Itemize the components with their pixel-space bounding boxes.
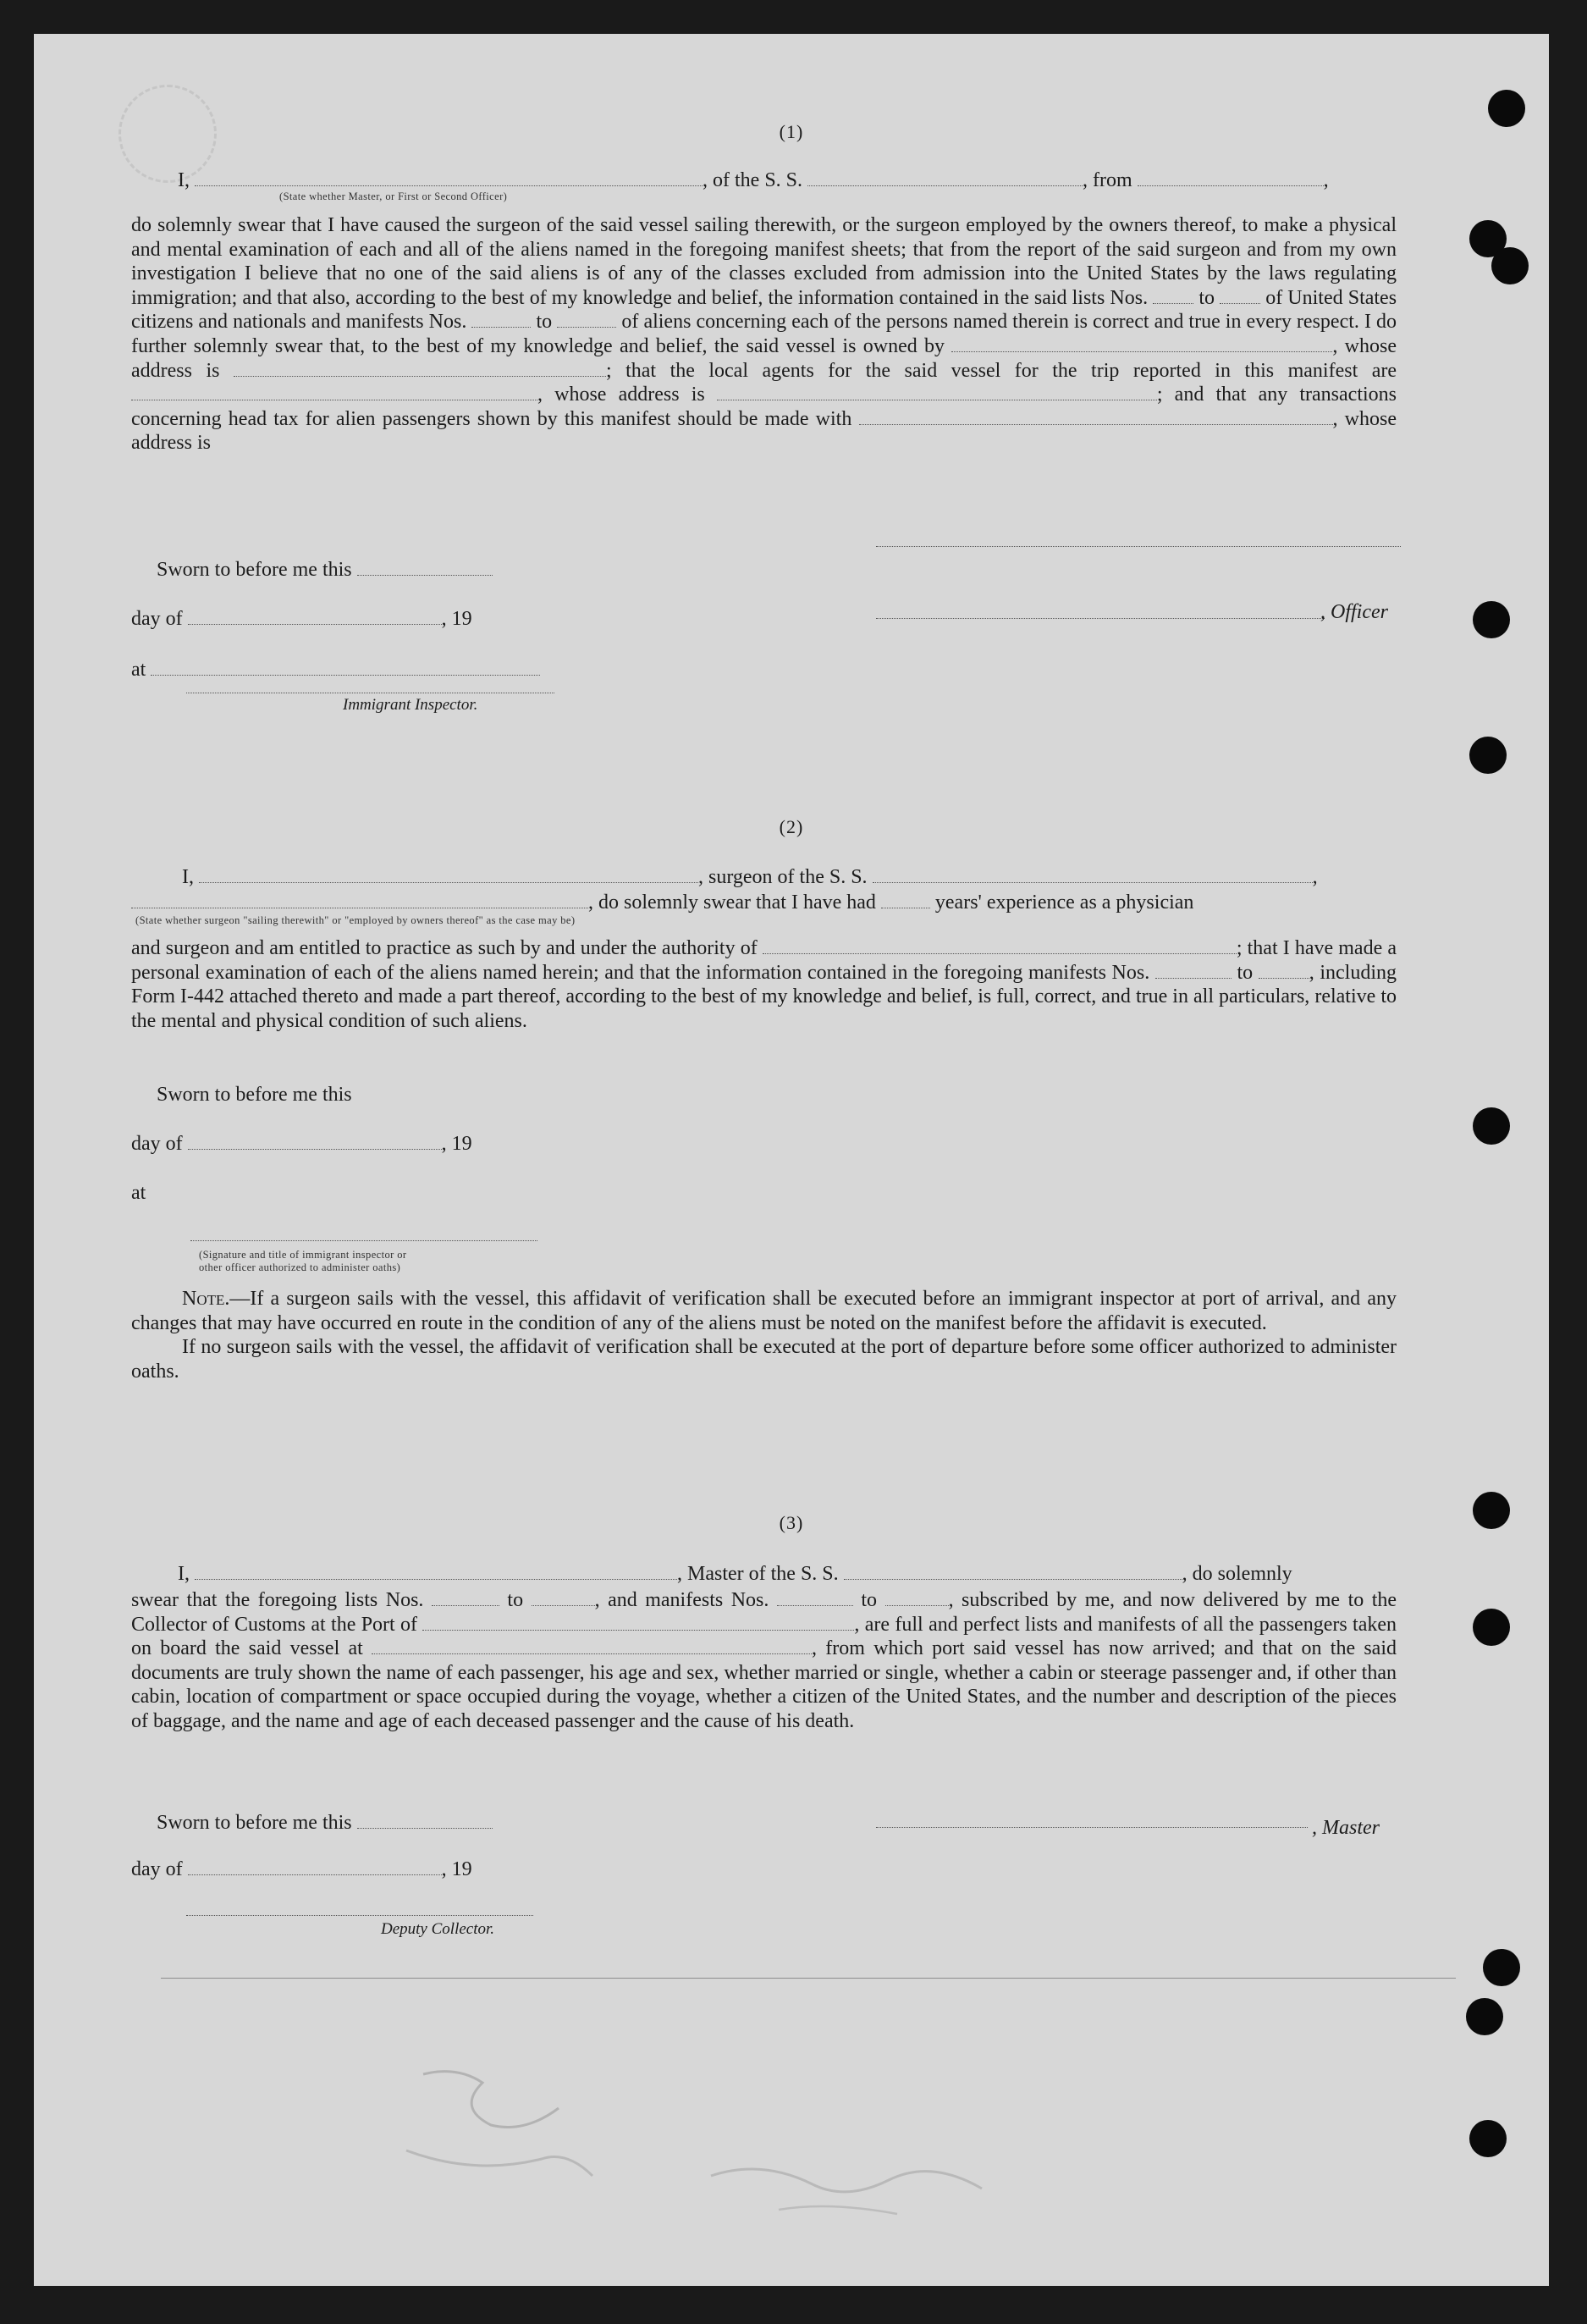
day-of-text: day of <box>131 1858 183 1880</box>
lists-to-blank <box>1220 288 1260 304</box>
swear-text: , do solemnly swear that I have had <box>588 892 876 914</box>
officer-title-caption: (State whether Master, or First or Second Officer) <box>279 190 508 202</box>
day-of-line-3 <box>131 1858 472 1881</box>
sworn-text: Sworn to before me this <box>157 1812 352 1834</box>
oath-text: ; that I have made a personal examination of each of the aliens named herein; and that the information contained in the foregoing manifests Nos. <box>131 937 1397 984</box>
surgeon-name-blank <box>199 867 698 883</box>
master-text: , Master of the S. S. <box>677 1563 839 1585</box>
manifest-back-page <box>34 34 1549 2286</box>
punch-hole <box>1483 1949 1520 1986</box>
agents-address-blank <box>717 384 1157 400</box>
signature-line-2 <box>190 1240 537 1241</box>
note-text: If no surgeon sails with the vessel, the affidavit of verification shall be executed at the port of departure before some officer authorized to administer oaths. <box>131 1336 1397 1383</box>
years-text: years' experience as a physician <box>934 892 1194 914</box>
text-comma: , <box>1312 866 1318 888</box>
officer-title-blank <box>195 170 703 186</box>
manifests-to-blank <box>885 1590 949 1606</box>
head-tax-blank <box>859 409 1333 425</box>
year-prefix-text: , 19 <box>441 608 472 630</box>
lists-from-blank <box>432 1590 499 1606</box>
text-to: to <box>861 1589 878 1611</box>
collector-signature-line <box>186 1915 533 1916</box>
immigrant-inspector-label: Immigrant Inspector. <box>343 696 478 714</box>
month-blank <box>188 1134 442 1150</box>
signature-caption-line-1: (Signature and title of immigrant inspector or <box>199 1249 407 1261</box>
owner-blank <box>951 336 1332 352</box>
oath-text: of United States citizens and nationals and manifests Nos. <box>131 286 1397 334</box>
lists-from-blank <box>1153 288 1193 304</box>
handwritten-bleed-through <box>355 2049 1117 2235</box>
oath-text: do solemnly swear that I have caused the surgeon of the said vessel sailing therewith, or the surgeon employed by the owners thereof, to make a physical and mental examination of each and all of the aliens named in the foregoing manifest sheets; that from the report of the said surgeon and from my own investigation I believe that no one of the said aliens is of any of the classes excluded from admission into the United States by the laws regulating immigration; and that also, according to the best of my knowledge and belief, the information contained in the said lists Nos. <box>131 214 1397 309</box>
day-of-line-2 <box>131 1133 472 1156</box>
oath-text: and surgeon and am entitled to practice as such by and under the authority of <box>131 937 758 959</box>
authority-blank <box>763 938 1237 954</box>
manifests-from-blank <box>1155 963 1232 979</box>
solemnly-text: , do solemnly <box>1182 1563 1292 1585</box>
oath-text: , whose address is <box>537 384 705 406</box>
surgeon-swear-line <box>131 892 1193 914</box>
master-line-3 <box>178 1563 1292 1586</box>
sworn-date-blank <box>357 1813 493 1829</box>
vessel-name-blank <box>844 1564 1182 1580</box>
oath-text: ; and that any transactions concerning head tax for alien passengers shown by this manifest should be made with <box>131 384 1397 430</box>
sworn-line-1 <box>157 559 493 582</box>
deputy-collector-label: Deputy Collector. <box>381 1920 495 1938</box>
section-heading-3: (3) <box>779 1512 804 1533</box>
month-blank <box>188 1859 442 1875</box>
at-line-1 <box>131 659 540 682</box>
surgeon-vessel-blank <box>873 867 1313 883</box>
punch-hole <box>1473 1609 1510 1646</box>
text-to: to <box>507 1589 524 1611</box>
at-place-blank <box>151 660 540 676</box>
day-of-text: day of <box>131 608 183 630</box>
oath-text: , from which port said vessel has now arrived; and that on the said documents are truly shown the name of each passenger, his age and sex, whether married or single, whether a cabin or steerage passenger and, if other than cabin, location of compartment or space occupied during the voyage, whether a citizen of the United States, and the number and description of the pieces of baggage, and the name and age of each deceased passenger and the cause of his death. <box>131 1637 1397 1732</box>
years-blank <box>881 892 930 908</box>
at-line-2 <box>131 1182 146 1205</box>
punch-hole <box>1469 2120 1507 2157</box>
signature-caption-line-2: other officer authorized to administer oaths) <box>199 1261 401 1273</box>
at-text: at <box>131 1182 146 1204</box>
port-blank <box>422 1615 854 1631</box>
manifests-from-blank <box>471 312 531 328</box>
text-from: , from <box>1083 169 1132 191</box>
text-to: to <box>1237 961 1254 984</box>
oath-text: , whose address is <box>131 407 1397 455</box>
oath-text: , subscribed by me, and now delivered by me to the Collector of Customs at the Port of <box>131 1589 1397 1636</box>
master-oath-line <box>178 169 1329 192</box>
manifests-to-blank <box>557 312 616 328</box>
month-blank <box>188 609 442 625</box>
day-of-text: day of <box>131 1133 183 1155</box>
punch-hole <box>1469 737 1507 774</box>
officer-signature-line-2 <box>876 618 1325 619</box>
sworn-text: Sworn to before me this <box>157 559 352 581</box>
text-i: I, <box>178 169 190 191</box>
owner-address-blank <box>234 361 606 377</box>
text-to: to <box>1199 286 1215 309</box>
master-name-blank <box>195 1564 677 1580</box>
punch-hole <box>1473 601 1510 638</box>
day-of-line-1 <box>131 608 472 631</box>
agents-blank <box>131 384 537 400</box>
oath-text: of aliens concerning each of the persons named therein is correct and true in every respect. I do further solemnly swear that, to the best of my knowledge and belief, the said vessel is owned by <box>131 311 1397 357</box>
officer-label: , Officer <box>1320 601 1388 623</box>
port-from-blank <box>1138 170 1324 186</box>
note-label: Note. <box>182 1288 230 1310</box>
note-text: —If a surgeon sails with the vessel, this affidavit of verification shall be executed before an immigrant inspector at port of arrival, and any changes that may have occurred en route in the condition of any of the aliens must be noted on the manifest before the affidavit is executed. <box>131 1288 1397 1334</box>
punch-hole <box>1473 1107 1510 1145</box>
oath-text: ; that the local agents for the said vessel for the trip reported in this manifest are <box>605 359 1397 382</box>
sworn-line-2 <box>157 1084 352 1107</box>
punch-hole <box>1466 1998 1503 2035</box>
surgeon-type-caption: (State whether surgeon "sailing therewith" or "employed by owners thereof" as the case may be) <box>135 914 576 926</box>
year-prefix-text: , 19 <box>441 1133 472 1155</box>
text-comma: , <box>1323 169 1329 191</box>
section-3-paragraph <box>131 1588 1397 1734</box>
vessel-name-blank <box>807 170 1083 186</box>
oath-text: , are full and perfect lists and manifests of all the passengers taken on board the said vessel at <box>131 1613 1397 1660</box>
section-heading-2: (2) <box>779 816 804 837</box>
surgeon-type-blank <box>131 892 588 908</box>
master-signature-label: , Master <box>1312 1817 1380 1839</box>
note-paragraph <box>131 1287 1397 1383</box>
officer-signature-line <box>876 546 1401 547</box>
oath-text: , whose address is <box>131 334 1397 382</box>
year-prefix-text: , 19 <box>441 1858 472 1880</box>
boarding-port-blank <box>372 1638 812 1654</box>
oath-text: , including Form I-442 attached thereto and made a part thereof, according to the best of my knowledge and belief, is full, correct, and true in all particulars, relative to the mental and physical condition of such aliens. <box>131 961 1397 1032</box>
punch-hole <box>1491 247 1529 284</box>
section-1-paragraph <box>131 213 1397 455</box>
oath-text: swear that the foregoing lists Nos. <box>131 1589 424 1611</box>
section-2-paragraph <box>131 936 1397 1033</box>
text-of-ss: , of the S. S. <box>703 169 803 191</box>
page-bottom-rule <box>161 1978 1456 1979</box>
text-i: I, <box>178 1563 190 1585</box>
oath-text: , and manifests Nos. <box>594 1589 769 1611</box>
surgeon-text: , surgeon of the S. S. <box>698 866 868 888</box>
section-heading-1: (1) <box>779 121 804 142</box>
at-text: at <box>131 659 146 681</box>
master-signature-line <box>876 1827 1308 1828</box>
text-i: I, <box>182 866 194 888</box>
lists-to-blank <box>532 1590 595 1606</box>
text-to: to <box>536 311 553 334</box>
sworn-text: Sworn to before me this <box>157 1084 352 1106</box>
manifests-from-blank <box>777 1590 853 1606</box>
sworn-date-blank <box>357 560 493 576</box>
manifests-to-blank <box>1259 963 1309 979</box>
surgeon-oath-line <box>182 866 1318 889</box>
sworn-line-3 <box>157 1812 493 1835</box>
